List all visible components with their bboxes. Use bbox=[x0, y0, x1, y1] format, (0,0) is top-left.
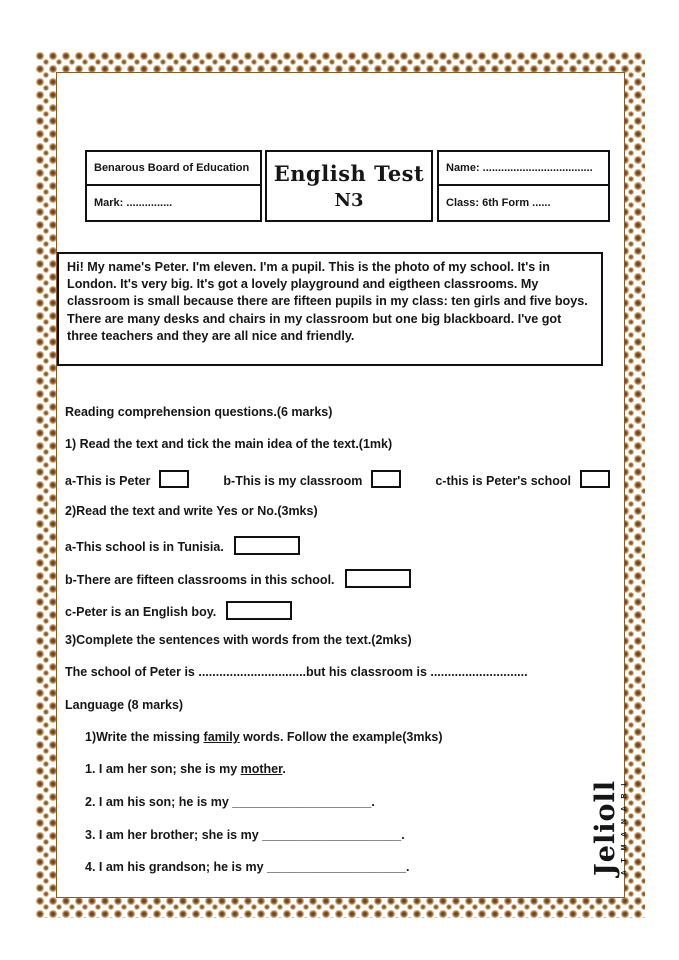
test-number: N3 bbox=[334, 190, 364, 211]
family-item-2-period: . bbox=[371, 795, 375, 809]
test-title: English Test bbox=[273, 161, 425, 186]
yesno-c-answer-box[interactable] bbox=[226, 601, 292, 620]
family-item-2 bbox=[85, 795, 375, 809]
family-item-2-blank-line[interactable]: ____________________ bbox=[232, 795, 372, 809]
family-item-3-blank-line[interactable]: ____________________ bbox=[262, 828, 402, 842]
fill-sentence: The school of Peter is ...............................but his classroom is ............................ bbox=[65, 665, 528, 679]
board-name: Benarous Board of Education bbox=[94, 162, 250, 174]
family-item-3-period: . bbox=[401, 828, 405, 842]
yesno-item-b bbox=[65, 569, 411, 588]
yesno-b-answer-box[interactable] bbox=[345, 569, 411, 588]
header-right-cell bbox=[437, 150, 610, 222]
board-row bbox=[87, 152, 260, 186]
mark-label: Mark: ............... bbox=[94, 197, 173, 209]
watermark-text: Jelioll bbox=[590, 780, 621, 876]
family-item-1-answer-word: mother bbox=[240, 762, 283, 776]
family-item-2-text: 2. I am his son; he is my bbox=[85, 795, 233, 809]
family-item-3 bbox=[85, 828, 405, 842]
option-c bbox=[435, 470, 610, 488]
yesno-c-label: c-Peter is an English boy. bbox=[65, 605, 217, 619]
yesno-item-a bbox=[65, 536, 300, 555]
family-item-4-blank-line[interactable]: ____________________ bbox=[267, 860, 407, 874]
passage-text: Hi! My name's Peter. I'm eleven. I'm a pupil. This is the photo of my school. It's in London. It's very big. It's got a lovely playground and eigtheen classrooms. My classroom is small because there are fifteen pupils in my class: ten girls and five boys. There are many desks and chairs in my classroom but one big blackboard. I've got three teachers and they are all nice and friendly. bbox=[67, 260, 588, 343]
header-title-cell bbox=[265, 150, 433, 222]
family-item-4-period: . bbox=[406, 860, 410, 874]
option-b-tick-box[interactable] bbox=[371, 470, 401, 488]
family-item-1 bbox=[85, 762, 286, 776]
option-a-tick-box[interactable] bbox=[159, 470, 189, 488]
yesno-a-label: a-This school is in Tunisia. bbox=[65, 540, 224, 554]
language-q1-prefix: 1)Write the missing bbox=[85, 730, 204, 744]
class-label: Class: 6th Form ...... bbox=[446, 197, 551, 209]
language-q1 bbox=[85, 730, 443, 744]
family-item-4-text: 4. I am his grandson; he is my bbox=[85, 860, 267, 874]
family-item-3-text: 3. I am her brother; she is my bbox=[85, 828, 263, 842]
mark-row bbox=[87, 186, 260, 220]
option-a bbox=[65, 470, 189, 488]
yesno-item-c bbox=[65, 601, 292, 620]
name-row bbox=[439, 152, 608, 186]
reading-section-title: Reading comprehension questions.(6 marks) bbox=[65, 405, 333, 419]
language-section-title: Language (8 marks) bbox=[65, 698, 184, 712]
name-label: Name: .................................... bbox=[446, 162, 593, 174]
family-item-4 bbox=[85, 860, 410, 874]
passage-box bbox=[57, 252, 603, 366]
watermark-logo bbox=[592, 763, 628, 893]
question-1: 1) Read the text and tick the main idea of the text.(1mk) bbox=[65, 437, 393, 451]
option-c-label: c-this is Peter's school bbox=[435, 474, 571, 488]
class-row bbox=[439, 186, 608, 220]
watermark-subtext: A T M A N A R I bbox=[621, 780, 628, 876]
family-item-1-text: 1. I am her son; she is my bbox=[85, 762, 241, 776]
family-item-1-period: . bbox=[282, 762, 286, 776]
question-2: 2)Read the text and write Yes or No.(3mks) bbox=[65, 504, 318, 518]
header-left-cell bbox=[85, 150, 262, 222]
yesno-a-answer-box[interactable] bbox=[234, 536, 300, 555]
language-q1-suffix: words. Follow the example(3mks) bbox=[239, 730, 443, 744]
question-3: 3)Complete the sentences with words from the text.(2mks) bbox=[65, 633, 412, 647]
option-c-tick-box[interactable] bbox=[580, 470, 610, 488]
yesno-b-label: b-There are fifteen classrooms in this school. bbox=[65, 573, 335, 587]
option-b-label: b-This is my classroom bbox=[223, 474, 363, 488]
option-b bbox=[223, 470, 401, 488]
language-q1-underlined-word: family bbox=[203, 730, 240, 744]
option-a-label: a-This is Peter bbox=[65, 474, 151, 488]
question-1-options bbox=[65, 470, 610, 488]
